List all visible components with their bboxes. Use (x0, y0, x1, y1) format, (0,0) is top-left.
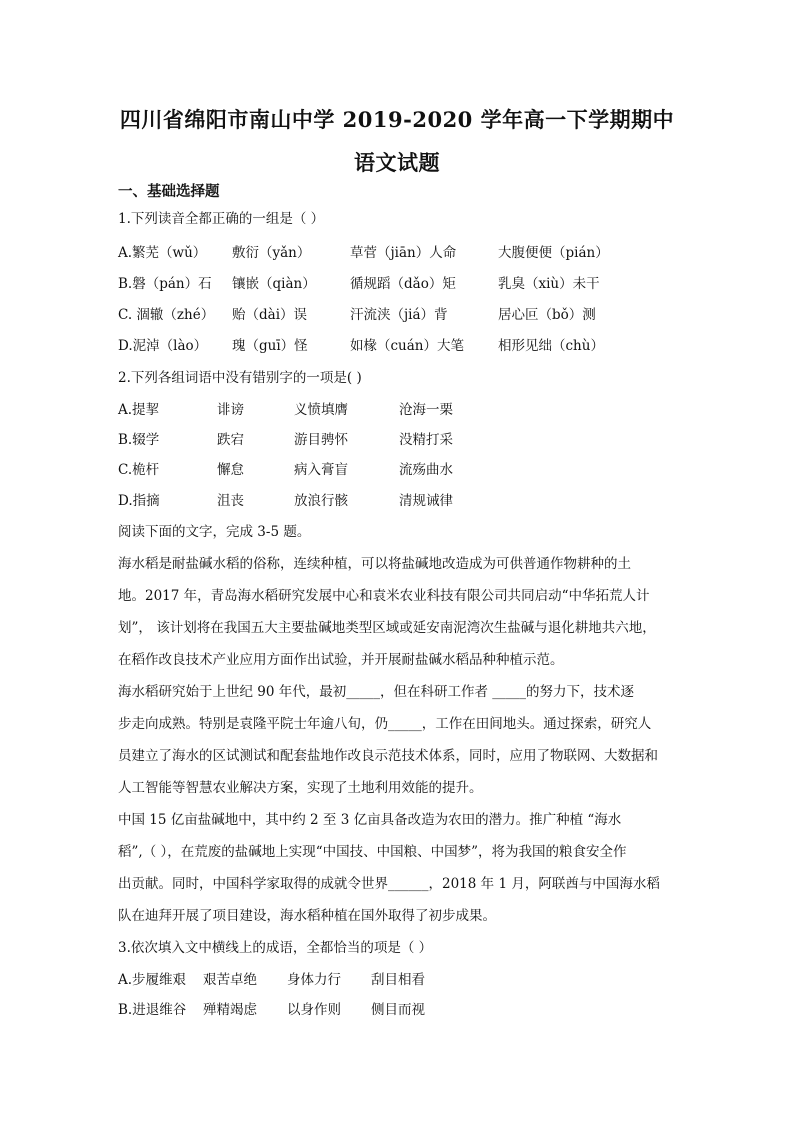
passage-line: 地。2017 年，青岛海水稻研究发展中心和袁米农业科技有限公司共同启动“中华拓荒人计 (118, 588, 650, 604)
q2-option-d-2: 沮丧 (217, 493, 244, 509)
q1-option-a-2: 敷衍（yǎn） (232, 245, 311, 261)
q2-option-a-2: 诽谤 (217, 402, 244, 418)
passage-line: 队在迪拜开展了项目建设，海水稻种植在国外取得了初步成果。 (118, 908, 496, 924)
q3-option-b-1: B.进退维谷 (118, 1002, 187, 1018)
passage-line: 步走向成熟。特别是袁隆平院士年逾八旬，仍_____，工作在田间地头。通过探索，研究人 (118, 716, 652, 732)
passage-line: 人工智能等智慧农业解决方案，实现了土地利用效能的提升。 (118, 780, 483, 796)
q1-option-a-4: 大腹便便（pián） (498, 245, 609, 261)
q1-option-d-2: 瑰（guī）怪 (232, 338, 308, 354)
q3-option-a-4: 刮目相看 (371, 972, 425, 988)
passage-line: 中国 15 亿亩盐碱地中，其中约 2 至 3 亿亩具备改造为农田的潜力。推广种植 “海水 (118, 812, 622, 828)
q1-option-c-4: 居心叵（bǒ）测 (498, 307, 596, 323)
q2-option-d-4: 清规诫律 (399, 493, 453, 509)
q1-option-a-1: A.繁芜（wǔ） (118, 245, 207, 261)
q1-option-d-4: 相形见绌（chù） (498, 338, 604, 354)
q1-option-b-4: 乳臭（xiù）未干 (498, 276, 600, 292)
reading-intro: 阅读下面的文字，完成 3-5 题。 (118, 524, 311, 540)
passage-line: 出贡献。同时，中国科学家取得的成就令世界______，2018 年 1 月，阿联酋与中国海水稻 (118, 876, 660, 892)
q2-option-c-2: 懈怠 (217, 462, 244, 478)
q1-stem: 1.下列读音全都正确的一组是（ ） (118, 211, 325, 227)
q2-stem: 2.下列各组词语中没有错别字的一项是( ) (118, 370, 362, 386)
document-subtitle: 语文试题 (354, 150, 440, 175)
q2-option-a-3: 义愤填膺 (294, 402, 348, 418)
document-title: 四川省绵阳市南山中学 2019-2020 学年高一下学期期中 (119, 107, 675, 132)
passage-line: 员建立了海水的区试测试和配套盐地作改良示范技术体系，同时，应用了物联网、大数据和 (118, 748, 658, 764)
q2-option-a-1: A.提挈 (118, 402, 160, 418)
section-heading: 一、基础选择题 (118, 183, 220, 200)
passage-line: 海水稻是耐盐碱水稻的俗称，连续种植，可以将盐碱地改造成为可供普通作物耕种的土 (118, 556, 631, 572)
q2-option-c-4: 流殇曲水 (399, 462, 453, 478)
q1-option-a-3: 草菅（jiān）人命 (350, 245, 457, 261)
q1-option-d-1: D.泥淖（lào） (118, 338, 208, 354)
q2-option-c-1: C.桅杆 (118, 462, 160, 478)
q3-option-a-2: 艰苦卓绝 (203, 972, 257, 988)
passage-line: 稻”,（ ），在荒废的盐碱地上实现“中国技、中国粮、中国梦”，将为我国的粮食安全作 (118, 844, 627, 860)
q1-option-c-3: 汗流浃（jiá）背 (350, 307, 448, 323)
q1-option-d-3: 如椽（cuán）大笔 (350, 338, 464, 354)
q2-option-b-4: 没精打采 (399, 432, 453, 448)
q2-option-b-2: 跌宕 (217, 432, 244, 448)
q2-option-d-3: 放浪行骸 (294, 493, 348, 509)
q3-option-b-3: 以身作则 (287, 1002, 341, 1018)
q3-option-b-4: 侧目而视 (371, 1002, 425, 1018)
passage-line: 在稻作改良技术产业应用方面作出试验，并开展耐盐碱水稻品种种植示范。 (118, 652, 564, 668)
q1-option-c-1: C. 涸辙（zhé） (118, 307, 215, 323)
q2-option-d-1: D.指摘 (118, 493, 160, 509)
q1-option-b-2: 镶嵌（qiàn） (232, 276, 316, 292)
passage-line: 海水稻研究始于上世纪 90 年代，最初_____，但在科研工作者 _____的努力下，技术逐 (118, 684, 635, 700)
q2-option-b-1: B.辍学 (118, 432, 160, 448)
q3-option-a-3: 身体力行 (287, 972, 341, 988)
q1-option-c-2: 贻（dài）误 (232, 307, 308, 323)
passage-line: 划”， 该计划将在我国五大主要盐碱地类型区域或延安南泥湾次生盐碱与退化耕地共六地， (118, 620, 656, 636)
q1-option-b-1: B.磐（pán）石 (118, 276, 212, 292)
q3-option-b-2: 殚精竭虑 (203, 1002, 257, 1018)
q2-option-a-4: 沧海一栗 (399, 402, 453, 418)
q2-option-c-3: 病入膏盲 (294, 462, 348, 478)
q2-option-b-3: 游目骋怀 (294, 432, 348, 448)
q3-stem: 3.依次填入文中横线上的成语，全都恰当的项是（ ） (118, 940, 433, 956)
q3-option-a-1: A.步履维艰 (118, 972, 187, 988)
q1-option-b-3: 循规蹈（dǎo）矩 (350, 276, 456, 292)
